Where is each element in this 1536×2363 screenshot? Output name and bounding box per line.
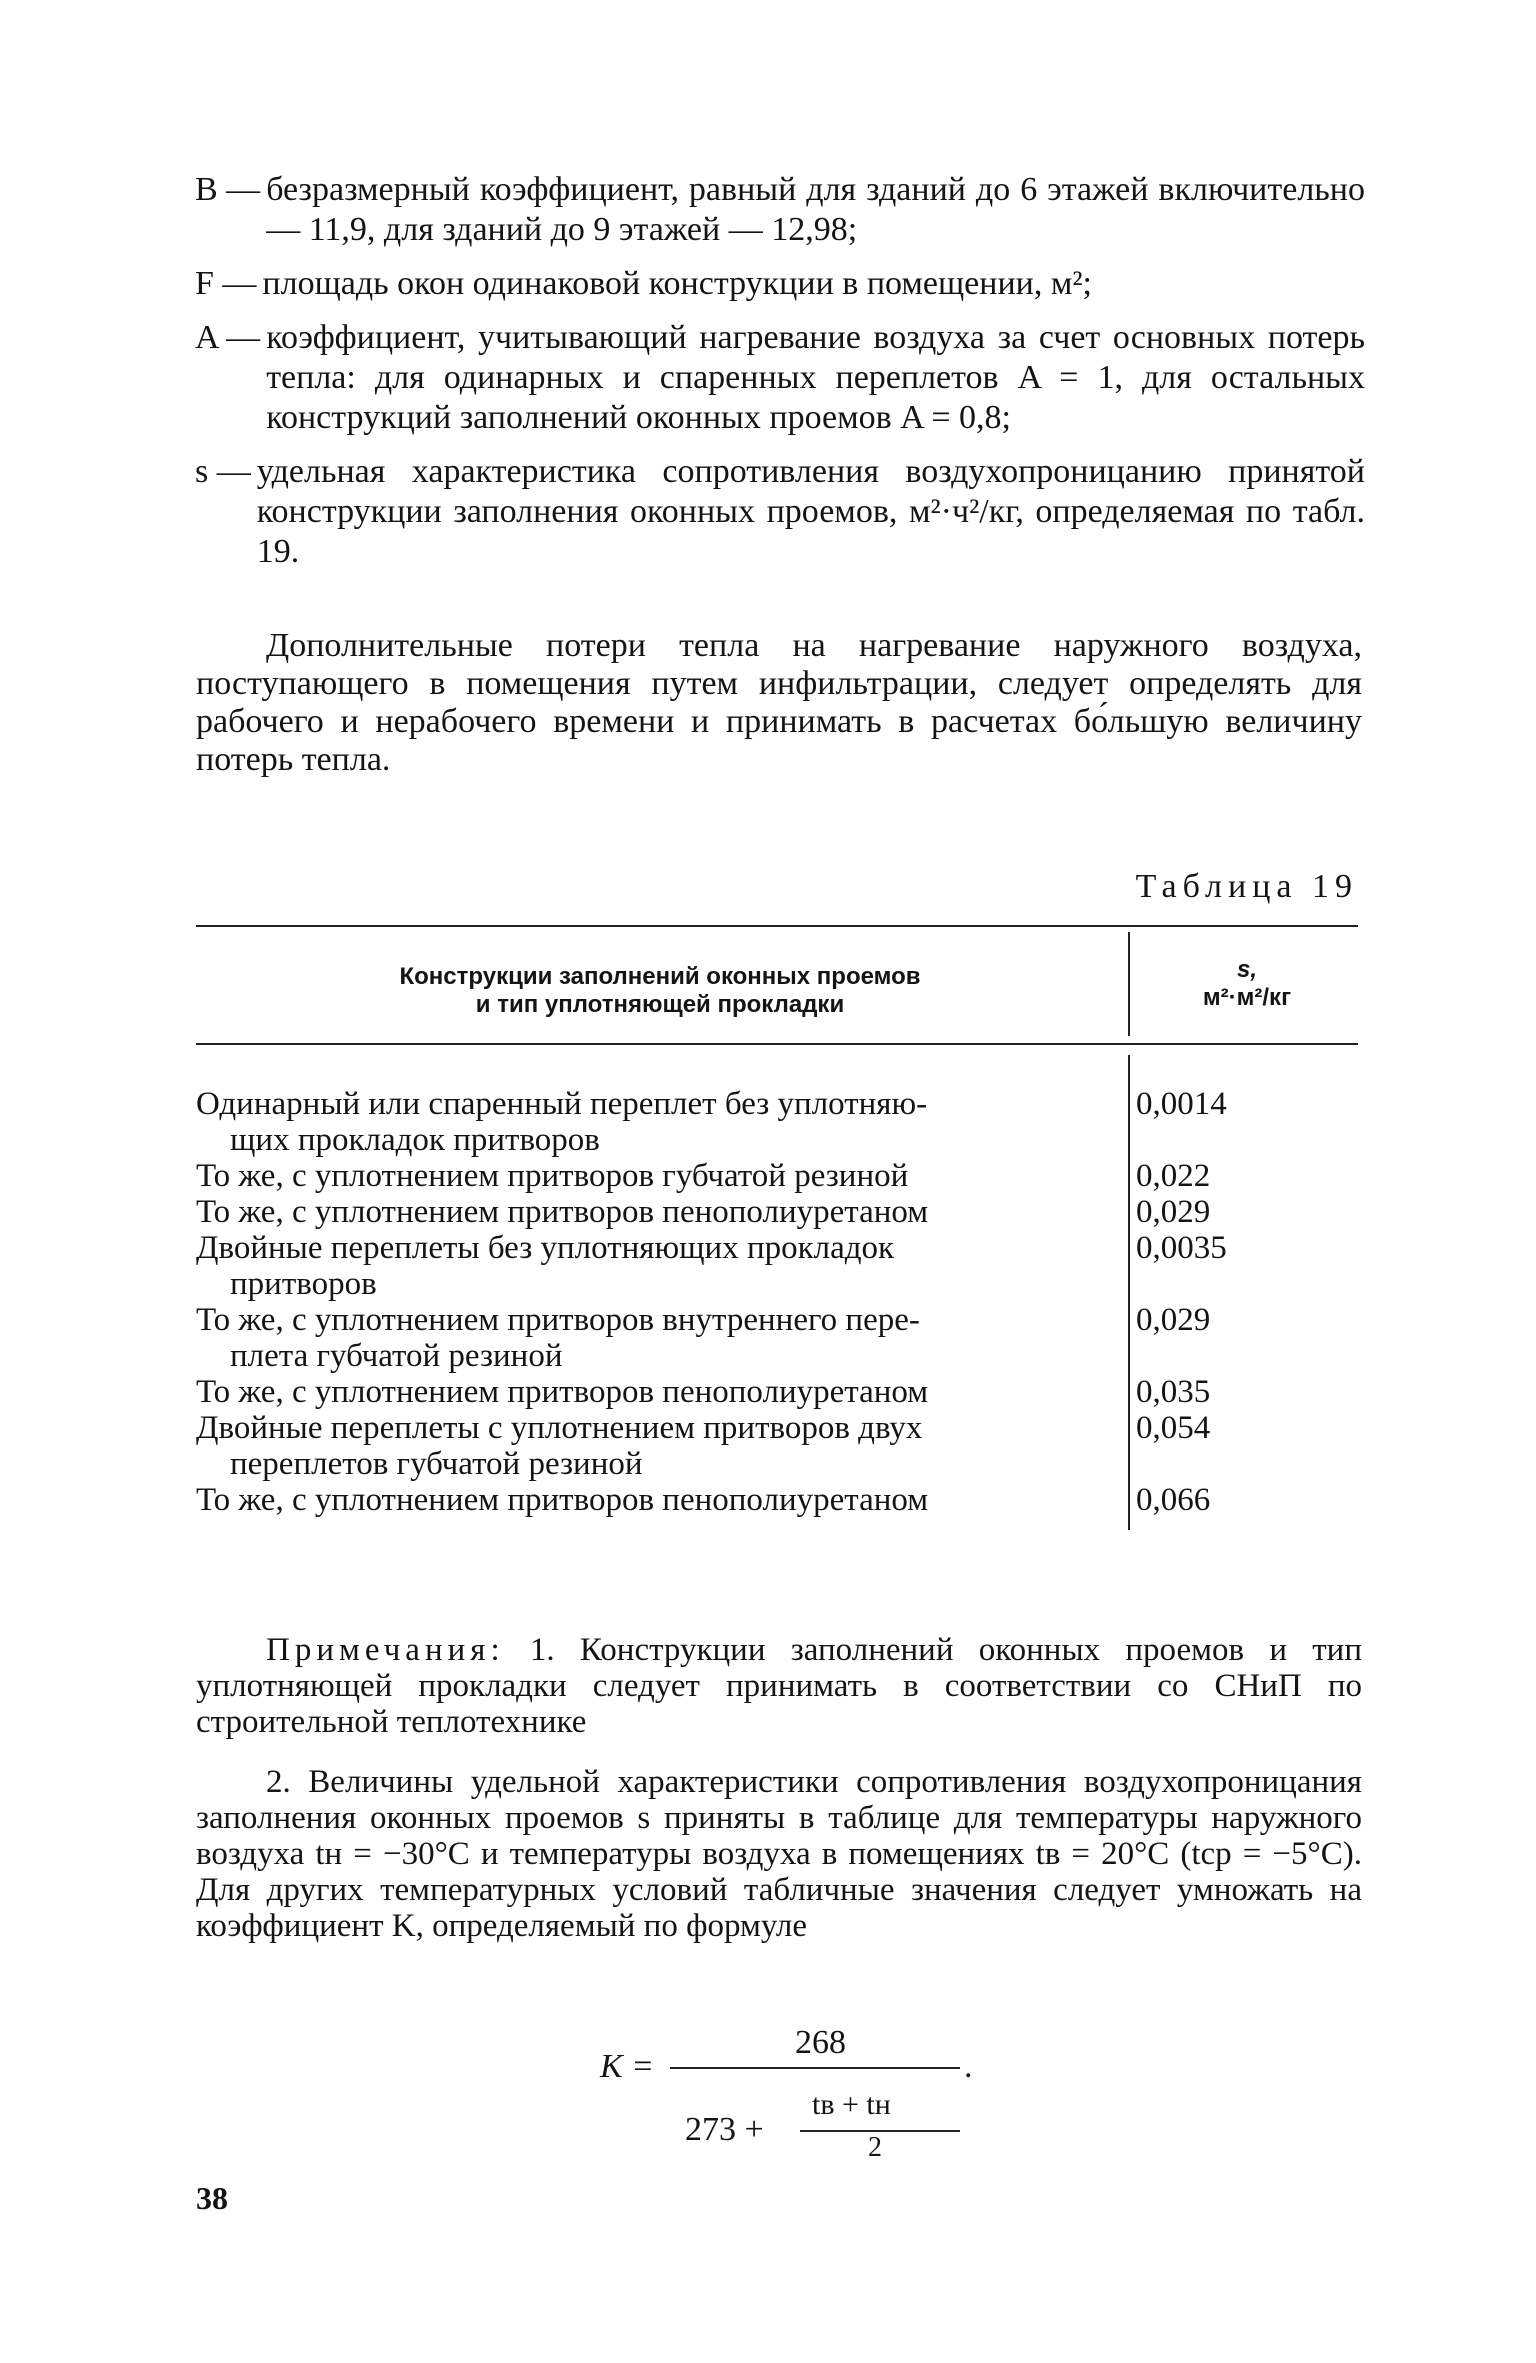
definition-s <box>195 452 1365 572</box>
table-row <box>196 1194 1358 1230</box>
formula <box>600 2018 980 2163</box>
body-paragraph: Дополнительные потери тепла на нагревание наружного воздуха, поступающего в помещения путем инфильтрации, следует определять для рабочего и нерабочего времени и принимать в расчетах бо́льшую величину потерь тепла. <box>196 627 1362 778</box>
definitions-list <box>195 170 1365 586</box>
table-row <box>196 1302 1358 1374</box>
row-value: 0,022 <box>1136 1158 1211 1194</box>
table-row <box>196 1158 1358 1194</box>
row-construction <box>196 1374 1096 1410</box>
table-body <box>196 1086 1358 1518</box>
formula-numerator: 268 <box>795 2024 846 2061</box>
row-line: То же, с уплотнением притворов внутреннего пере- <box>196 1302 920 1338</box>
row-line: То же, с уплотнением притворов пенополиуретаном <box>196 1482 929 1518</box>
formula-denominator-const: 273 + <box>685 2111 764 2148</box>
row-construction <box>196 1230 1096 1302</box>
row-line: То же, с уплотнением притворов губчатой резиной <box>196 1158 909 1194</box>
row-line: То же, с уплотнением притворов пенополиуретаном <box>196 1194 929 1230</box>
row-line: То же, с уплотнением притворов пенополиуретаном <box>196 1374 929 1410</box>
formula-lhs: K = <box>600 2048 655 2085</box>
definition-term: B — <box>195 171 261 208</box>
table-top-rule <box>196 925 1358 927</box>
row-line-continued: щих прокладок притворов <box>230 1122 600 1158</box>
definition-text: площадь окон одинаковой конструкции в помещении, м²; <box>262 265 1092 302</box>
row-construction <box>196 1302 1096 1374</box>
definition-text: безразмерный коэффициент, равный для зданий до 6 этажей включительно — 11,9, для зданий до 9 этажей — 12,98; <box>266 171 1365 248</box>
formula-end: . <box>964 2048 973 2085</box>
definition-b <box>195 170 1365 250</box>
row-value: 0,0014 <box>1136 1086 1227 1122</box>
definition-term: A — <box>195 319 261 356</box>
table-row <box>196 1482 1358 1518</box>
definition-a <box>195 318 1365 438</box>
row-line: Одинарный или спаренный переплет без уплотняю- <box>196 1086 928 1122</box>
table-header-s <box>1135 956 1359 1012</box>
definition-term: s — <box>195 453 251 490</box>
row-construction <box>196 1158 1096 1194</box>
row-value: 0,054 <box>1136 1410 1211 1446</box>
header-line: Конструкции заполнений оконных проемов <box>399 963 921 990</box>
definition-term: F — <box>195 265 257 302</box>
definition-f <box>195 264 1365 304</box>
row-line: Двойные переплеты с уплотнением притворов двух <box>196 1410 923 1446</box>
row-line-continued: притворов <box>230 1266 377 1302</box>
definition-text: удельная характеристика сопротивления воздухопроницанию принятой конструкции заполнения оконных проемов, м²·ч²/кг, определяемая по табл. 19. <box>256 453 1365 570</box>
table-header-rule <box>196 1043 1358 1045</box>
notes-section <box>196 1632 1362 1968</box>
table-header-divider <box>1128 932 1130 1036</box>
row-line-continued: плета губчатой резиной <box>230 1338 563 1374</box>
row-construction <box>196 1194 1096 1230</box>
note-1 <box>196 1632 1362 1740</box>
row-line: Двойные переплеты без уплотняющих прокладок <box>196 1230 895 1266</box>
row-construction <box>196 1410 1096 1482</box>
row-value: 0,0035 <box>1136 1230 1227 1266</box>
row-value: 0,066 <box>1136 1482 1211 1518</box>
note-2: 2. Величины удельной характеристики сопротивления воздухопроницания заполнения оконных проемов s приняты в таблице для температуры наружного воздуха tн = −30°С и температуры воздуха в помещениях tв = 20°С (tср = −5°С). Для других температурных условий табличные значения следует умножать на коэффициент K, определяемый по формуле <box>196 1764 1362 1944</box>
notes-lead: Примечания: <box>266 1632 505 1668</box>
row-value: 0,029 <box>1136 1194 1211 1230</box>
table-row <box>196 1374 1358 1410</box>
row-value: 0,035 <box>1136 1374 1211 1410</box>
definition-text: коэффициент, учитывающий нагревание воздуха за счет основных потерь тепла: для одинарных и спаренных переплетов A = 1, для остальных конструкций заполнений оконных проемов A = 0,8; <box>266 319 1365 436</box>
row-construction <box>196 1482 1096 1518</box>
row-value: 0,029 <box>1136 1302 1211 1338</box>
formula-fraction-line <box>670 2067 960 2069</box>
header-line: s, <box>1236 956 1257 983</box>
table-caption: Таблица 19 <box>1135 868 1358 905</box>
note-1-text: 1. Конструкции заполнений оконных проемов и тип уплотняющей прокладки следует принимать в соответствии со СНиП по строительной теплотехнике <box>196 1632 1363 1740</box>
table-row <box>196 1230 1358 1302</box>
formula-inner-denominator: 2 <box>868 2132 882 2163</box>
page-number: 38 <box>196 2180 228 2216</box>
table-row <box>196 1086 1358 1158</box>
formula-inner-numerator: tв + tн <box>812 2088 891 2121</box>
table-header-construction <box>200 963 1120 1019</box>
header-line: и тип уплотняющей прокладки <box>475 991 845 1018</box>
header-line: м²·м²/кг <box>1202 984 1292 1011</box>
row-line-continued: переплетов губчатой резиной <box>230 1446 643 1482</box>
row-construction <box>196 1086 1096 1158</box>
table-row <box>196 1410 1358 1482</box>
